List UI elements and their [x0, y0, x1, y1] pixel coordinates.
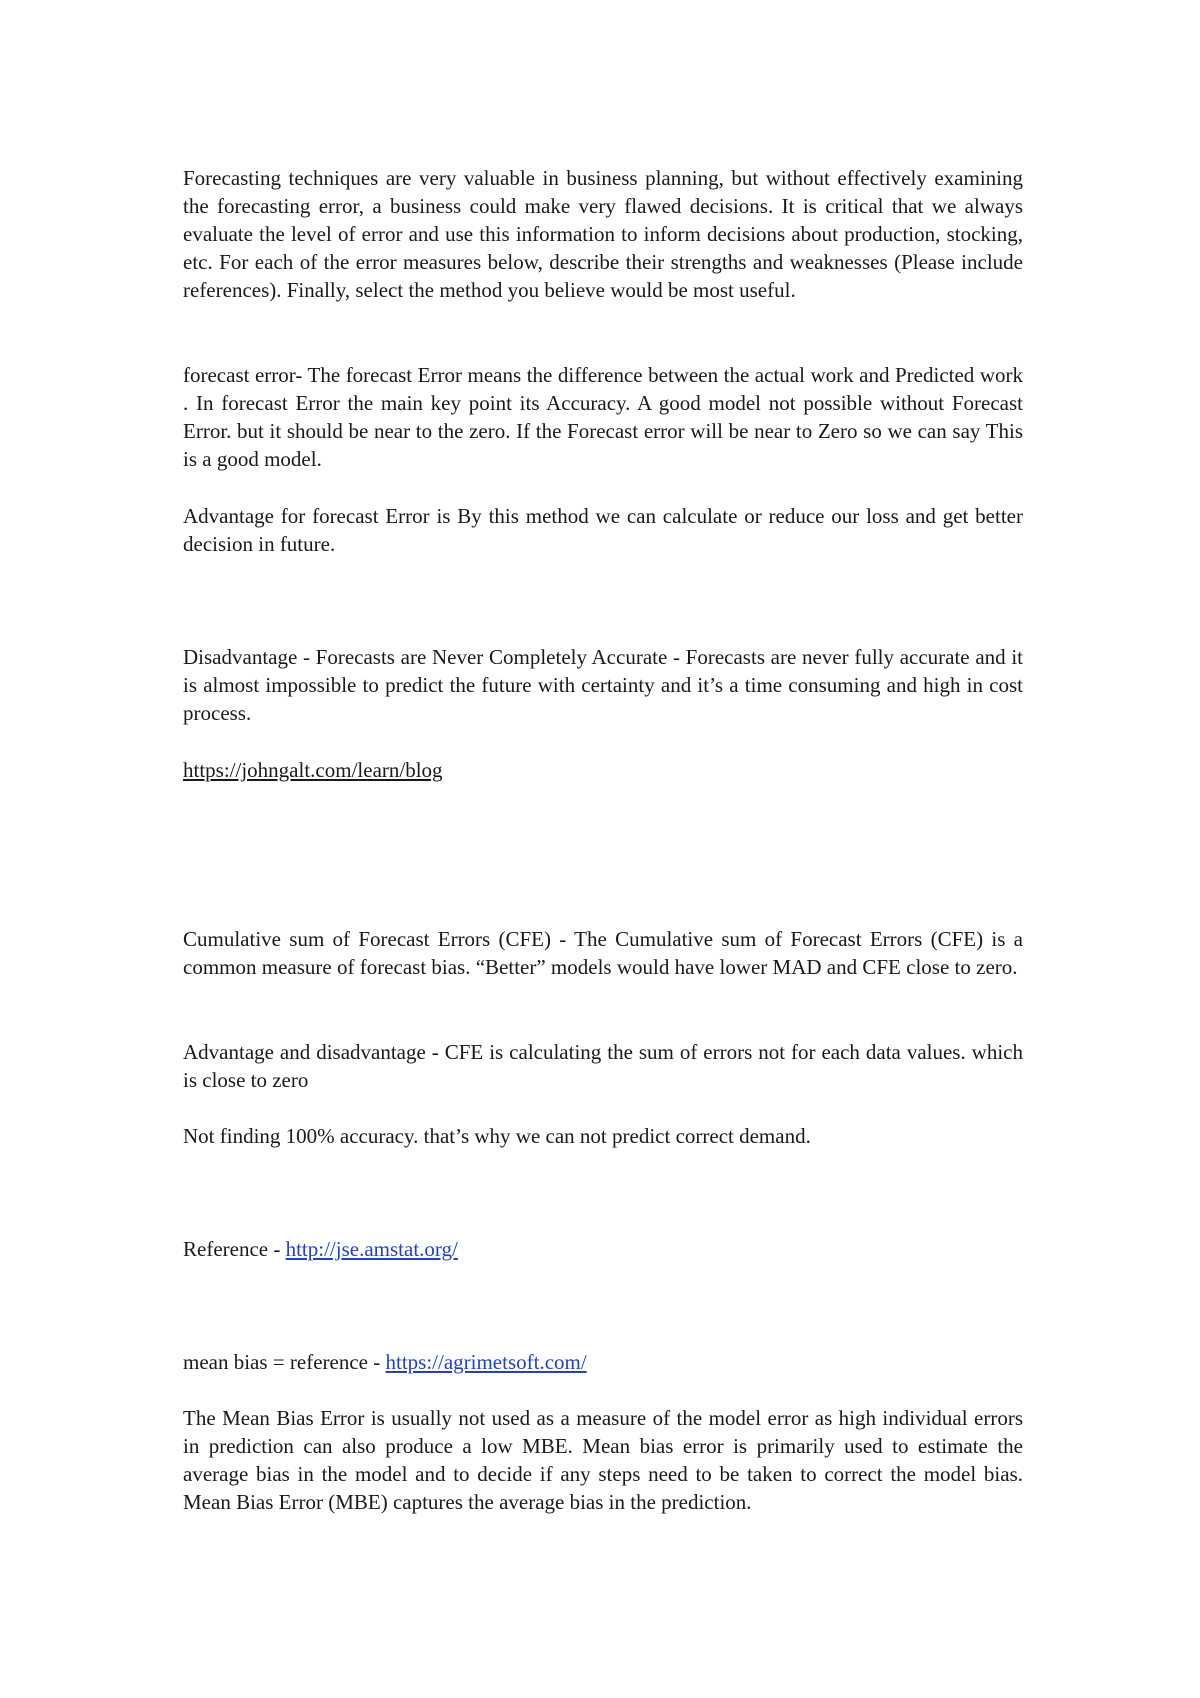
forecast-error-definition: forecast error- The forecast Error means the difference between the actual work and Predicted work . In forecast Error the main key point its Accuracy. A good model not possible without Forecast Error. but it should be near to the zero. If the Forecast error will be near to Zero so we can say This is a good model. [183, 363, 1023, 471]
cfe-reference-line [183, 1235, 458, 1263]
amstat-link[interactable]: http://jse.amstat.org/ [285, 1237, 458, 1261]
cfe-note: Not finding 100% accuracy. that’s why we can not predict correct demand. [183, 1124, 811, 1148]
forecast-error-reference-line [183, 756, 443, 784]
cfe-definition: Cumulative sum of Forecast Errors (CFE) - The Cumulative sum of Forecast Errors (CFE) is a common measure of forecast bias. “Better” models would have lower MAD and CFE close to zero. [183, 927, 1023, 979]
agrimetsoft-link[interactable]: https://agrimetsoft.com/ [385, 1350, 587, 1374]
forecast-error-disadvantage: Disadvantage - Forecasts are Never Completely Accurate - Forecasts are never fully accurate and it is almost impossible to predict the future with certainty and it’s a time consuming and high in cost process. [183, 645, 1023, 725]
forecast-error-advantage: Advantage for forecast Error is By this method we can calculate or reduce our loss and get better decision in future. [183, 504, 1023, 556]
cfe-advantage-disadvantage: Advantage and disadvantage - CFE is calculating the sum of errors not for each data values. which is close to zero [183, 1040, 1023, 1092]
mean-bias-definition: The Mean Bias Error is usually not used as a measure of the model error as high individual errors in prediction can also produce a low MBE. Mean bias error is primarily used to estimate the average bias in the model and to decide if any steps need to be taken to correct the model bias. Mean Bias Error (MBE) captures the average bias in the prediction. [183, 1406, 1023, 1514]
johngalt-link[interactable]: https://johngalt.com/learn/blog [183, 758, 443, 782]
mean-bias-label: mean bias = reference - [183, 1350, 386, 1374]
cfe-reference-label: Reference - [183, 1237, 286, 1261]
mean-bias-reference-line [183, 1348, 587, 1376]
prompt-paragraph: Forecasting techniques are very valuable in business planning, but without effectively examining the forecasting error, a business could make very flawed decisions. It is critical that we always evaluate the level of error and use this information to inform decisions about production, stocking, etc. For each of the error measures below, describe their strengths and weaknesses (Please include references). Finally, select the method you believe would be most useful. [183, 166, 1023, 302]
